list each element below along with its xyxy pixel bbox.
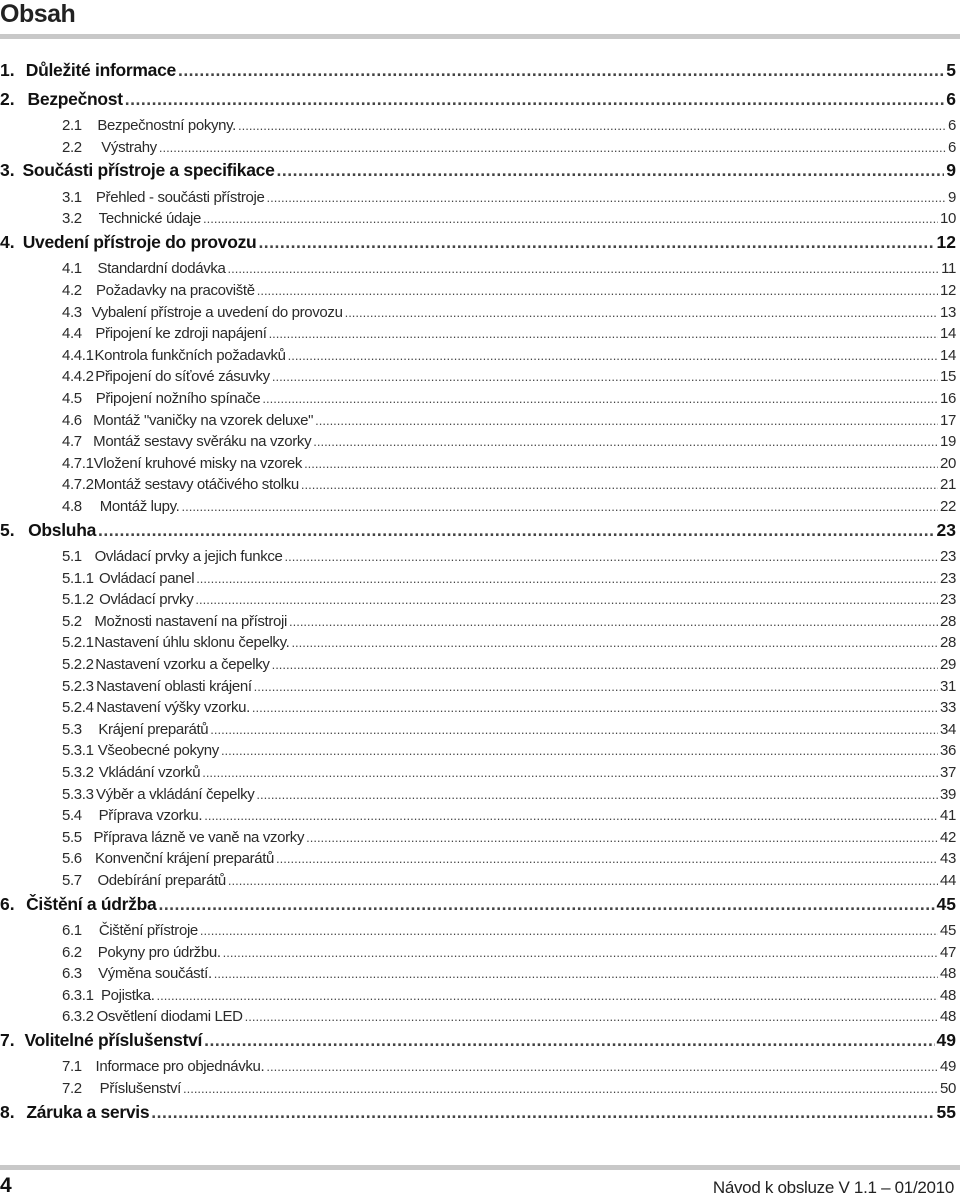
title-divider (0, 34, 960, 39)
toc-dot-leader (195, 592, 938, 607)
toc-section-entry[interactable] (0, 613, 960, 635)
toc-entry-label: Připojení do síťové zásuvky (95, 368, 270, 386)
toc-entry-number: 3.1 (62, 188, 82, 206)
toc-entry-page: 13 (940, 303, 956, 321)
toc-dot-leader (183, 1081, 938, 1096)
toc-entry-page: 21 (940, 476, 956, 494)
toc-entry-label: Požadavky na pracoviště (96, 281, 255, 299)
toc-chapter-entry[interactable] (0, 520, 960, 549)
toc-entry-page: 39 (940, 785, 956, 803)
toc-section-entry[interactable] (0, 829, 960, 851)
toc-entry-label: Odebírání preparátů (97, 871, 226, 889)
toc-entry-page: 44 (940, 871, 956, 889)
toc-entry-page: 16 (940, 389, 956, 407)
toc-entry-label: Přehled - součásti přístroje (95, 188, 265, 206)
toc-chapter-entry[interactable] (0, 1030, 960, 1059)
toc-section-entry[interactable] (0, 1008, 960, 1030)
toc-dot-leader (306, 830, 938, 845)
toc-entry-number: 4.6 (62, 411, 82, 429)
page-title: Obsah (0, 0, 76, 28)
toc-entry-number: 5.2.4 (62, 699, 94, 717)
toc-dot-leader (227, 261, 939, 276)
toc-entry-label: Montáž sestavy otáčivého stolku (93, 476, 299, 494)
toc-entry-number: 7.2 (62, 1080, 82, 1098)
toc-entry-label: Vybalení přístroje a uvedení do provozu (91, 303, 343, 321)
toc-dot-leader (223, 945, 938, 960)
toc-section-entry[interactable] (0, 368, 960, 390)
toc-entry-label: Nastavení výšky vzorku. (96, 699, 250, 717)
toc-dot-leader (313, 434, 938, 449)
toc-entry-page: 19 (940, 433, 956, 451)
toc-entry-page: 9 (948, 188, 956, 206)
toc-entry-label: Součásti přístroje a specifikace (22, 160, 275, 181)
toc-section-entry[interactable] (0, 987, 960, 1009)
toc-entry-label: Důležité informace (25, 60, 176, 80)
toc-entry-page: 12 (940, 281, 956, 299)
toc-dot-leader (345, 305, 938, 320)
toc-entry-number: 5.2.3 (62, 677, 94, 695)
toc-section-entry[interactable] (0, 872, 960, 894)
toc-dot-leader (277, 160, 945, 181)
toc-dot-leader (266, 1059, 938, 1074)
toc-entry-page: 23 (940, 591, 956, 609)
toc-section-entry[interactable] (0, 678, 960, 700)
toc-section-entry[interactable] (0, 634, 960, 656)
toc-entry-number: 4.4.1 (62, 346, 94, 364)
toc-entry-label: Připojení nožního spínače (95, 389, 261, 407)
toc-entry-label: Záruka a servis (26, 1101, 150, 1122)
toc-entry-label: Bezpečnostní pokyny. (97, 117, 236, 134)
toc-entry-label: Kontrola funkčních požadavků (94, 346, 286, 364)
toc-entry-label: Výběr a vkládání čepelky (96, 785, 255, 803)
toc-dot-leader (214, 966, 938, 981)
toc-entry-number: 5. (0, 519, 15, 540)
toc-entry-number: 8. (0, 1101, 15, 1122)
toc-entry-page: 10 (940, 210, 956, 228)
toc-entry-number: 5.6 (62, 850, 82, 868)
toc-entry-label: Uvedení přístroje do provozu (22, 231, 257, 252)
toc-entry-label: Vkládání vzorků (98, 763, 201, 781)
toc-entry-page: 47 (940, 943, 956, 961)
toc-entry-page: 50 (940, 1080, 956, 1098)
toc-dot-leader (256, 787, 938, 802)
footer-text: Návod k obsluze V 1.1 – 01/2010 (712, 1178, 954, 1197)
footer-divider (0, 1165, 960, 1170)
toc-dot-leader (204, 808, 938, 823)
toc-entry-number: 4. (0, 231, 15, 252)
toc-entry-number: 5.2 (62, 612, 82, 630)
toc-entry-label: Ovládací prvky (99, 591, 194, 609)
toc-section-entry[interactable] (0, 476, 960, 498)
toc-section-entry[interactable] (0, 699, 960, 721)
toc-entry-page: 5 (946, 60, 956, 80)
toc-dot-leader (157, 988, 938, 1003)
toc-entry-label: Nastavení vzorku a čepelky (95, 655, 270, 673)
toc-entry-label: Všeobecné pokyny (97, 742, 219, 760)
toc-chapter-entry[interactable] (0, 160, 960, 189)
toc-entry-label: Čištění přístroje (98, 922, 198, 939)
toc-dot-leader (159, 140, 946, 155)
toc-section-entry[interactable] (0, 347, 960, 369)
toc-entry-label: Připojení ke zdroji napájení (95, 325, 267, 343)
toc-dot-leader (257, 283, 938, 298)
toc-dot-leader (221, 743, 938, 758)
toc-dot-leader (196, 571, 938, 586)
toc-entry-label: Informace pro objednávku. (95, 1058, 265, 1076)
toc-entry-label: Bezpečnost (27, 88, 123, 109)
toc-entry-label: Konvenční krájení preparátů (95, 850, 275, 868)
toc-section-entry[interactable] (0, 412, 960, 434)
toc-dot-leader (262, 391, 938, 406)
toc-section-entry[interactable] (0, 260, 960, 282)
toc-dot-leader (125, 89, 945, 110)
toc-entry-label: Ovládací panel (99, 569, 195, 587)
toc-section-entry[interactable] (0, 1058, 960, 1080)
toc-entry-number: 5.3.2 (62, 763, 94, 781)
toc-entry-number: 5.1 (62, 548, 82, 565)
toc-entry-page: 9 (946, 160, 956, 181)
toc-section-entry[interactable] (0, 433, 960, 455)
toc-entry-label: Čištění a údržba (26, 893, 157, 914)
toc-entry-number: 6.2 (62, 943, 82, 961)
toc-section-entry[interactable] (0, 721, 960, 743)
toc-section-entry[interactable] (0, 117, 960, 139)
toc-dot-leader (245, 1009, 938, 1024)
toc-entry-label: Volitelné příslušenství (24, 1029, 203, 1050)
toc-entry-page: 23 (936, 519, 956, 540)
toc-entry-page: 43 (940, 850, 956, 868)
toc-entry-number: 4.8 (62, 497, 82, 515)
toc-entry-number: 4.5 (62, 389, 82, 407)
toc-entry-page: 37 (940, 763, 956, 781)
toc-dot-leader (272, 369, 938, 384)
toc-entry-page: 6 (948, 138, 956, 156)
toc-entry-page: 31 (940, 677, 956, 695)
toc-chapter-entry[interactable] (0, 232, 960, 261)
toc-chapter-entry[interactable] (0, 60, 960, 89)
toc-dot-leader (254, 679, 938, 694)
toc-entry-page: 12 (936, 231, 956, 252)
toc-dot-leader (200, 923, 938, 938)
toc-section-entry[interactable] (0, 1080, 960, 1102)
toc-dot-leader (269, 326, 938, 341)
toc-entry-page: 6 (948, 117, 956, 134)
toc-section-entry[interactable] (0, 922, 960, 944)
toc-section-entry[interactable] (0, 282, 960, 304)
toc-section-entry[interactable] (0, 965, 960, 987)
toc-entry-number: 5.7 (62, 871, 82, 889)
toc-entry-label: Montáž sestavy svěráku na vzorky (93, 433, 312, 451)
toc-chapter-entry[interactable] (0, 894, 960, 923)
toc-entry-number: 2.1 (62, 117, 82, 134)
toc-dot-leader (258, 232, 934, 253)
toc-section-entry[interactable] (0, 139, 960, 161)
toc-entry-page: 33 (940, 699, 956, 717)
toc-entry-page: 55 (936, 1101, 956, 1122)
toc-entry-number: 5.2.1 (62, 634, 94, 652)
toc-dot-leader (178, 60, 944, 81)
toc-dot-leader (228, 873, 938, 888)
toc-section-entry[interactable] (0, 498, 960, 520)
toc-entry-label: Osvětlení diodami LED (96, 1008, 243, 1026)
toc-entry-page: 34 (940, 720, 956, 738)
toc-section-entry[interactable] (0, 304, 960, 326)
toc-entry-page: 45 (940, 922, 956, 939)
toc-entry-label: Vložení kruhové misky na vzorek (93, 454, 303, 472)
toc-entry-number: 4.7.1 (62, 454, 94, 472)
toc-dot-leader (204, 1030, 934, 1051)
toc-entry-label: Krájení preparátů (98, 720, 209, 738)
toc-entry-number: 1. (0, 60, 15, 80)
toc-dot-leader (202, 765, 938, 780)
toc-entry-label: Nastavení úhlu sklonu čepelky. (94, 634, 290, 652)
toc-entry-page: 49 (936, 1029, 956, 1050)
toc-entry-page: 48 (940, 986, 956, 1004)
toc-section-entry[interactable] (0, 189, 960, 211)
toc-entry-page: 48 (940, 965, 956, 983)
toc-entry-page: 29 (940, 655, 956, 673)
toc-entry-number: 5.3.1 (62, 742, 94, 760)
toc-entry-number: 5.3.3 (62, 785, 94, 803)
toc-entry-page: 48 (940, 1008, 956, 1026)
toc-entry-page: 15 (940, 368, 956, 386)
toc-entry-number: 6.3.2 (62, 1008, 94, 1026)
toc-dot-leader (151, 1102, 934, 1123)
toc-dot-leader (304, 456, 938, 471)
toc-entry-page: 6 (946, 88, 956, 109)
toc-entry-label: Nastavení oblasti krájení (96, 677, 252, 695)
toc-dot-leader (203, 211, 938, 226)
toc-entry-page: 17 (940, 411, 956, 429)
toc-entry-label: Montáž lupy. (99, 497, 180, 515)
toc-entry-number: 3. (0, 160, 15, 181)
toc-entry-page: 23 (940, 548, 956, 565)
toc-dot-leader (267, 190, 946, 205)
toc-dot-leader (181, 499, 938, 514)
toc-entry-page: 20 (940, 454, 956, 472)
toc-entry-label: Výměna součástí. (98, 965, 212, 983)
toc-entry-number: 6.1 (62, 922, 82, 939)
toc-entry-page: 11 (941, 260, 956, 278)
toc-entry-number: 6.3.1 (62, 986, 94, 1004)
toc-dot-leader (291, 635, 938, 650)
toc-entry-page: 41 (940, 807, 956, 825)
toc-entry-number: 4.2 (62, 281, 82, 299)
toc-entry-label: Pokyny pro údržbu. (97, 943, 221, 961)
toc-section-entry[interactable] (0, 390, 960, 412)
toc-section-entry[interactable] (0, 548, 960, 570)
toc-dot-leader (301, 477, 938, 492)
toc-dot-leader (289, 614, 938, 629)
toc-entry-number: 4.7 (62, 433, 82, 451)
toc-entry-number: 6.3 (62, 965, 82, 983)
toc-entry-number: 5.1.1 (62, 569, 94, 587)
toc-dot-leader (238, 118, 946, 133)
toc-section-entry[interactable] (0, 944, 960, 966)
toc-section-entry[interactable] (0, 850, 960, 872)
toc-entry-page: 22 (940, 497, 956, 515)
toc-entry-label: Příprava lázně ve vaně na vzorky (93, 828, 305, 846)
toc-entry-label: Pojistka. (101, 986, 155, 1004)
toc-entry-number: 5.2.2 (62, 655, 94, 673)
toc-dot-leader (98, 520, 935, 541)
toc-entry-number: 6. (0, 893, 15, 914)
toc-entry-number: 4.1 (62, 260, 82, 278)
toc-entry-label: Příslušenství (99, 1080, 181, 1098)
toc-entry-label: Technické údaje (98, 210, 201, 228)
toc-dot-leader (252, 700, 938, 715)
toc-entry-number: 4.3 (62, 303, 82, 321)
toc-entry-number: 4.7.2 (62, 476, 94, 494)
toc-dot-leader (285, 549, 938, 564)
toc-section-entry[interactable] (0, 210, 960, 232)
toc-entry-number: 4.4 (62, 325, 82, 343)
toc-entry-number: 5.4 (62, 807, 82, 825)
toc-entry-number: 5.5 (62, 828, 82, 846)
toc-entry-number: 2.2 (62, 138, 82, 156)
toc-entry-page: 14 (940, 346, 956, 364)
toc-section-entry[interactable] (0, 325, 960, 347)
toc-entry-page: 49 (940, 1058, 956, 1076)
toc-entry-page: 28 (940, 634, 956, 652)
toc-entry-number: 7.1 (62, 1058, 82, 1076)
toc-entry-label: Montáž "vaničky na vzorek deluxe" (93, 411, 314, 429)
toc-dot-leader (288, 348, 938, 363)
toc-section-entry[interactable] (0, 570, 960, 592)
toc-entry-number: 4.4.2 (62, 368, 94, 386)
toc-entry-label: Ovládací prvky a jejich funkce (94, 548, 283, 565)
toc-section-entry[interactable] (0, 807, 960, 829)
toc-section-entry[interactable] (0, 455, 960, 477)
toc-chapter-entry[interactable] (0, 89, 960, 118)
toc-dot-leader (315, 413, 938, 428)
toc-section-entry[interactable] (0, 742, 960, 764)
toc-dot-leader (210, 722, 938, 737)
toc-entry-number: 3.2 (62, 210, 82, 228)
toc-entry-label: Možnosti nastavení na přístroji (94, 612, 287, 630)
page-number: 4 (0, 1174, 12, 1197)
toc-section-entry[interactable] (0, 764, 960, 786)
toc-entry-number: 2. (0, 88, 15, 109)
toc-entry-label: Standardní dodávka (97, 260, 226, 278)
toc-entry-number: 5.1.2 (62, 591, 94, 609)
toc-entry-page: 28 (940, 612, 956, 630)
toc-entry-page: 42 (940, 828, 956, 846)
toc-entry-number: 7. (0, 1029, 15, 1050)
toc-entry-page: 45 (936, 893, 956, 914)
toc-dot-leader (276, 851, 938, 866)
toc-entry-label: Výstrahy (101, 138, 157, 156)
toc-entry-page: 36 (940, 742, 956, 760)
toc-section-entry[interactable] (0, 786, 960, 808)
toc-entry-page: 23 (940, 569, 956, 587)
toc-section-entry[interactable] (0, 656, 960, 678)
toc-entry-page: 14 (940, 325, 956, 343)
toc-chapter-entry[interactable] (0, 1102, 960, 1131)
toc-entry-number: 5.3 (62, 720, 82, 738)
toc-dot-leader (158, 894, 934, 915)
table-of-contents (0, 60, 960, 1130)
toc-entry-label: Obsluha (28, 519, 97, 540)
toc-dot-leader (272, 657, 938, 672)
toc-section-entry[interactable] (0, 591, 960, 613)
toc-entry-label: Příprava vzorku. (98, 807, 203, 825)
